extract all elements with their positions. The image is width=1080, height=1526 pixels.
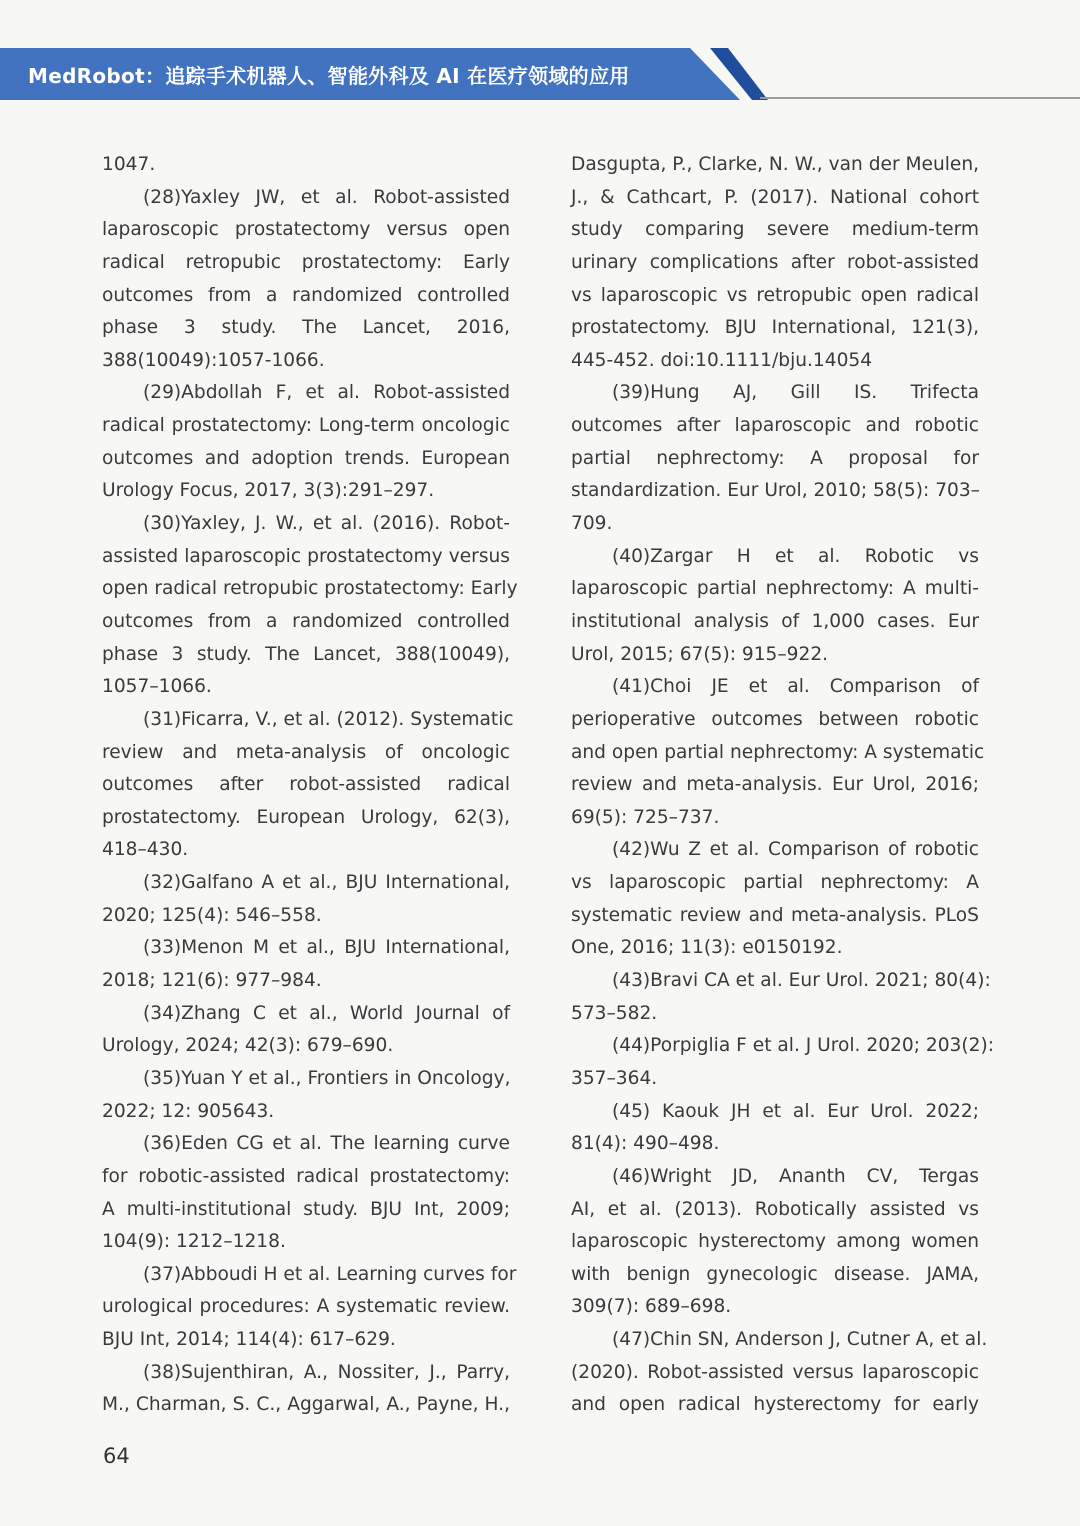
reference-entry — [571, 965, 991, 1030]
reference-line: laparoscopic prostatectomy versus open — [102, 219, 510, 241]
reference-line: 573–582. — [571, 1002, 658, 1024]
reference-line: (44)Porpiglia F et al. J Urol. 2020; 203(2): — [612, 1035, 994, 1057]
reference-line: (36)Eden CG et al. The learning curve — [143, 1133, 510, 1155]
reference-line: 709. — [571, 513, 613, 535]
reference-line: One, 2016; 11(3): e0150192. — [571, 937, 843, 959]
reference-line: (42)Wu Z et al. Comparison of robotic — [612, 839, 979, 861]
reference-entry — [102, 932, 510, 997]
reference-line: 309(7): 689–698. — [571, 1296, 732, 1318]
reference-line: Urology, 2024; 42(3): 679–690. — [102, 1035, 394, 1057]
reference-line: BJU Int, 2014; 114(4): 617–629. — [102, 1329, 396, 1351]
reference-line: 418–430. — [102, 839, 189, 861]
reference-line: urological procedures: A systematic review. — [102, 1296, 510, 1318]
reference-line: radical prostatectomy: Long-term oncologic — [102, 415, 510, 437]
reference-entry — [571, 377, 979, 540]
reference-line: laparoscopic hysterectomy among women — [571, 1231, 979, 1253]
reference-line: (38)Sujenthiran, A., Nossiter, J., Parry, — [143, 1361, 510, 1383]
reference-line: partial nephrectomy: A proposal for — [571, 447, 979, 469]
reference-line: outcomes from a randomized controlled — [102, 284, 510, 306]
reference-entry — [571, 834, 979, 965]
reference-line: with benign gynecologic disease. JAMA, — [571, 1263, 979, 1285]
reference-line: (2020). Robot-assisted versus laparoscopic — [571, 1361, 979, 1383]
reference-line: outcomes after robot-assisted radical — [102, 774, 510, 796]
reference-entry — [102, 508, 518, 704]
reference-entry — [571, 671, 985, 834]
reference-entry — [102, 867, 510, 932]
reference-line: phase 3 study. The Lancet, 388(10049), — [102, 643, 510, 665]
reference-line: (34)Zhang C et al., World Journal of — [143, 1002, 510, 1024]
reference-line: urinary complications after robot-assisted — [571, 251, 979, 273]
reference-line: radical retropubic prostatectomy: Early — [102, 251, 510, 273]
reference-line: (29)Abdollah F, et al. Robot-assisted — [143, 382, 510, 404]
reference-line: (41)Choi JE et al. Comparison of — [612, 676, 979, 698]
reference-line: review and meta-analysis. Eur Urol, 2016; — [571, 774, 979, 796]
reference-entry — [102, 1063, 510, 1128]
reference-line: (45) Kaouk JH et al. Eur Urol. 2022; — [612, 1100, 979, 1122]
reference-line: assisted laparoscopic prostatectomy versus — [102, 545, 510, 567]
reference-line: 69(5): 725–737. — [571, 806, 720, 828]
reference-entry — [102, 998, 510, 1063]
reference-line: Dasgupta, P., Clarke, N. W., van der Meulen, — [571, 154, 980, 175]
reference-line: (37)Abboudi H et al. Learning curves for — [143, 1263, 517, 1285]
reference-line: AI, et al. (2013). Robotically assisted vs — [571, 1198, 979, 1220]
reference-line: (32)Galfano A et al., BJU International, — [143, 872, 510, 894]
reference-line: outcomes and adoption trends. European — [102, 447, 510, 469]
reference-line: (35)Yuan Y et al., Frontiers in Oncology, — [143, 1067, 511, 1089]
reference-entry — [102, 1128, 510, 1259]
reference-line: and open partial nephrectomy: A systematic — [571, 741, 985, 763]
reference-entry — [102, 1357, 510, 1422]
reference-line: outcomes after laparoscopic and robotic — [571, 415, 979, 437]
reference-line: and open radical hysterectomy for early — [571, 1394, 979, 1416]
reference-line: J., & Cathcart, P. (2017). National cohort — [571, 186, 979, 208]
page-number: 64 — [103, 1444, 130, 1468]
reference-line: (43)Bravi CA et al. Eur Urol. 2021; 80(4): — [612, 970, 991, 992]
reference-line: review and meta-analysis of oncologic — [102, 741, 510, 763]
reference-line: A multi-institutional study. BJU Int, 2009; — [102, 1198, 510, 1220]
reference-entry — [571, 1161, 979, 1324]
reference-line: study comparing severe medium-term — [571, 219, 979, 241]
reference-line: for robotic-assisted radical prostatectomy: — [102, 1165, 510, 1187]
reference-line: 1047. — [102, 154, 156, 175]
left-column-references — [102, 149, 518, 1422]
reference-entry — [102, 1259, 517, 1357]
reference-line: prostatectomy. European Urology, 62(3), — [102, 806, 510, 828]
reference-line: open radical retropubic prostatectomy: Early — [102, 578, 518, 600]
reference-line: (30)Yaxley, J. W., et al. (2016). Robot- — [143, 513, 510, 535]
reference-line: 81(4): 490–498. — [571, 1133, 720, 1155]
reference-line: vs laparoscopic vs retropubic open radical — [571, 284, 979, 306]
reference-line: M., Charman, S. C., Aggarwal, A., Payne, H., — [102, 1394, 510, 1416]
reference-entry — [102, 704, 514, 867]
reference-line: 104(9): 1212–1218. — [102, 1231, 286, 1253]
reference-line: 445-452. doi:10.1111/bju.14054 — [571, 349, 873, 371]
reference-line: 1057–1066. — [102, 676, 212, 698]
right-column-references — [571, 149, 994, 1422]
reference-entry — [571, 541, 979, 672]
reference-entry — [102, 149, 510, 182]
reference-line: Urology Focus, 2017, 3(3):291–297. — [102, 480, 435, 502]
reference-line: phase 3 study. The Lancet, 2016, — [102, 317, 510, 339]
reference-entry — [571, 149, 979, 377]
reference-line: (46)Wright JD, Ananth CV, Tergas — [612, 1165, 979, 1187]
reference-line: 2022; 12: 905643. — [102, 1100, 275, 1122]
reference-line: 2018; 121(6): 977–984. — [102, 970, 322, 992]
reference-entry — [571, 1030, 994, 1095]
reference-line: 2020; 125(4): 546–558. — [102, 904, 322, 926]
reference-entry — [571, 1096, 979, 1161]
reference-line: prostatectomy. BJU International, 121(3), — [571, 317, 979, 339]
reference-line: systematic review and meta-analysis. PLoS — [571, 904, 979, 926]
header-rule — [760, 97, 1080, 99]
reference-line: (40)Zargar H et al. Robotic vs — [612, 545, 979, 567]
reference-line: Urol, 2015; 67(5): 915–922. — [571, 643, 829, 665]
reference-line: laparoscopic partial nephrectomy: A multi- — [571, 578, 979, 600]
reference-line: (39)Hung AJ, Gill IS. Trifecta — [612, 382, 979, 404]
reference-line: vs laparoscopic partial nephrectomy: A — [571, 872, 979, 894]
reference-entry — [102, 377, 510, 508]
reference-line: (28)Yaxley JW, et al. Robot-assisted — [143, 186, 510, 208]
reference-line: institutional analysis of 1,000 cases. Eur — [571, 610, 979, 632]
reference-line: perioperative outcomes between robotic — [571, 708, 979, 730]
reference-line: 357–364. — [571, 1067, 658, 1089]
reference-line: (31)Ficarra, V., et al. (2012). Systematic — [143, 708, 514, 730]
reference-line: (47)Chin SN, Anderson J, Cutner A, et al. — [612, 1329, 988, 1351]
reference-line: outcomes from a randomized controlled — [102, 610, 510, 632]
reference-entry — [571, 1324, 988, 1422]
reference-line: standardization. Eur Urol, 2010; 58(5): 703– — [571, 480, 980, 502]
reference-line: (33)Menon M et al., BJU International, — [143, 937, 510, 959]
reference-entry — [102, 182, 510, 378]
reference-line: 388(10049):1057-1066. — [102, 349, 325, 371]
running-header-title: MedRobot：追踪手术机器人、智能外科及 AI 在医疗领域的应用 — [28, 64, 630, 88]
